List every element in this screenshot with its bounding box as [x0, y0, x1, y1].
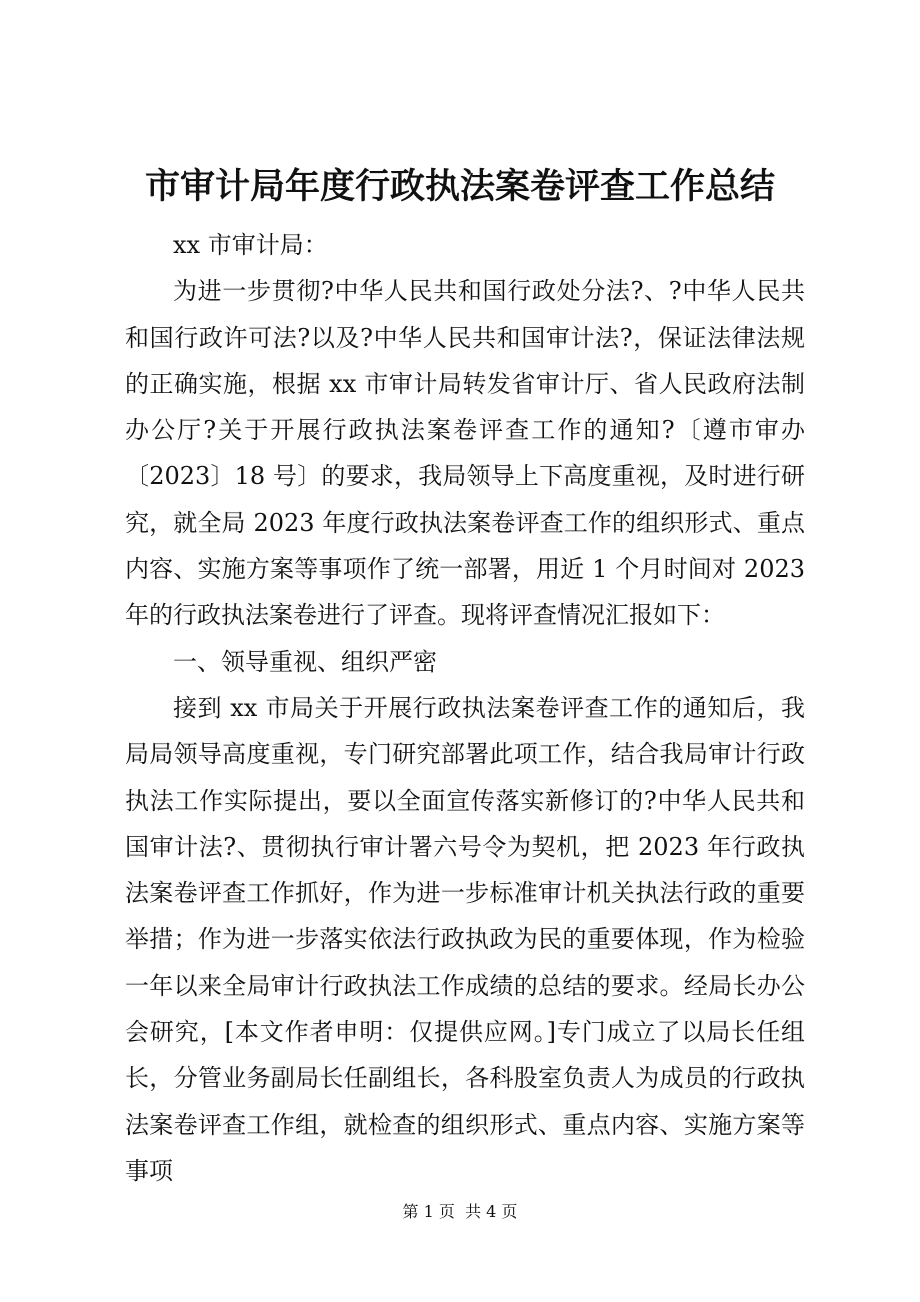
paragraph-intro: 为进一步贯彻?中华人民共和国行政处分法?、?中华人民共和国行政许可法?以及?中华人民共和国审计法?，保证法律法规的正确实施，根据 xx 市审计局转发省审计厅、省人民政府法制办公厅?关于开展行政执法案卷评查工作的通知?〔遵市审办〔2023〕18 号〕的要求，我局领导上下高度重视，及时进行研究，就全局 2023 年度行政执法案卷评查工作的组织形式、重点内容、实施方案等事项作了统一部署，用近 1 个月时间对 2023 年的行政执法案卷进行了评查。现将评查情况汇报如下：	[125, 277, 805, 630]
document-body	[125, 222, 805, 1194]
salutation: xx 市审计局：	[173, 231, 328, 259]
page-number-label: 第 1 页 共 4 页	[402, 1202, 518, 1221]
paragraph-section-1: 接到 xx 市局关于开展行政执法案卷评查工作的通知后，我局局领导高度重视，专门研究部署此项工作，结合我局审计行政执法工作实际提出，要以全面宣传落实新修订的?中华人民共和国审计法?、贯彻执行审计署六号令为契机，把 2023 年行政执法案卷评查工作抓好，作为进一步标准审计机关执法行政的重要举措；作为进一步落实依法行政执政为民的重要体现，作为检验一年以来全局审计行政执法工作成绩的总结的要求。经局长办公会研究，[本文作者申明：仅提供应网。]专门成立了以局长任组长，分管业务副局长任副组长，各科股室负责人为成员的行政执法案卷评查工作组，就检查的组织形式、重点内容、实施方案等事项	[125, 693, 805, 1185]
document-title: 市审计局年度行政执法案卷评查工作总结	[144, 166, 775, 207]
page-footer	[0, 1200, 920, 1224]
section-heading-1: 一、领导重视、组织严密	[173, 647, 437, 676]
